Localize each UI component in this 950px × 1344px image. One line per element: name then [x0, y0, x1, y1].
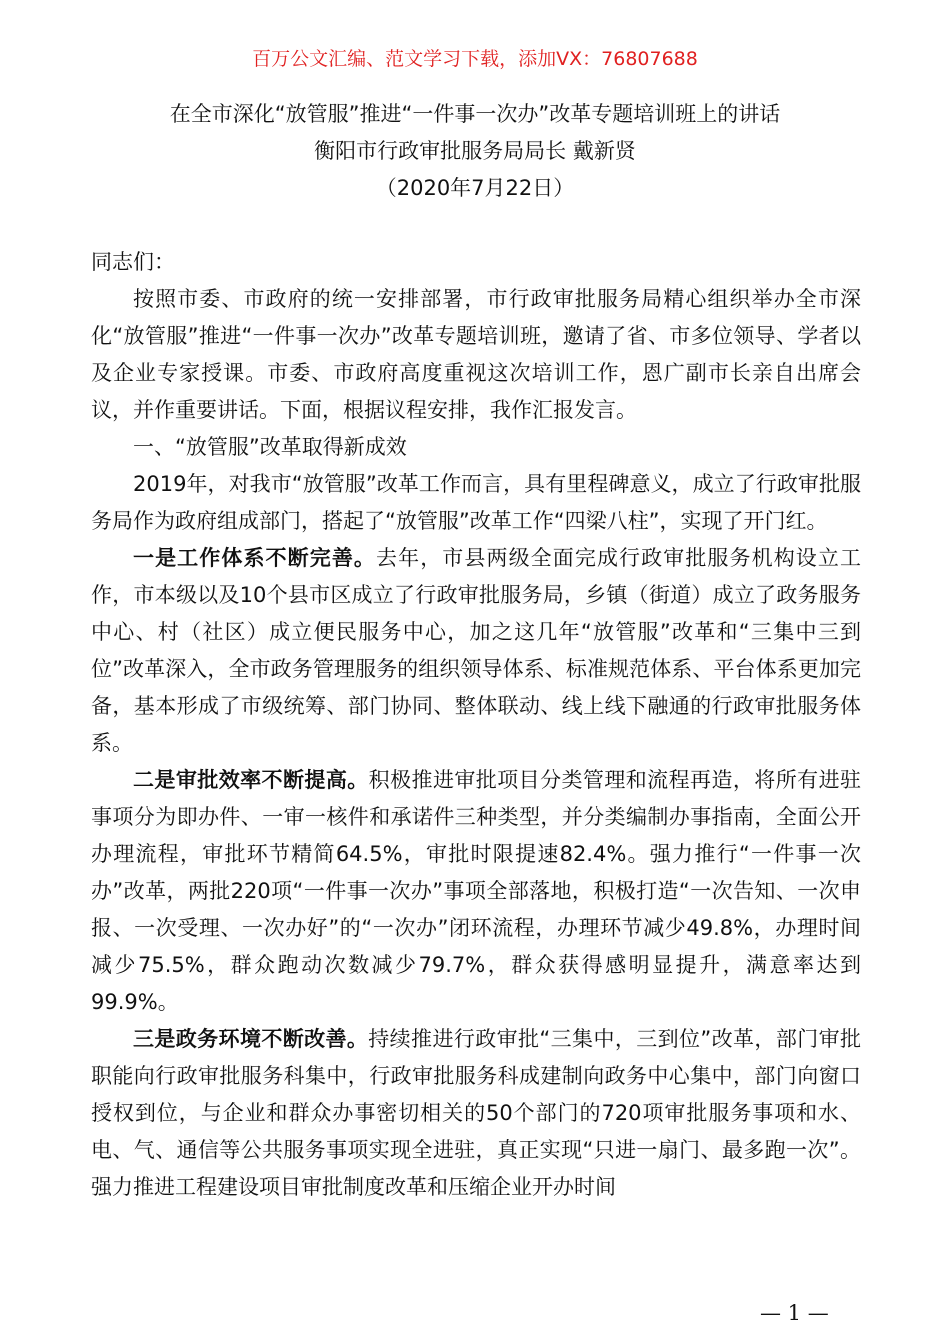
summary-paragraph: 2019年，对我市“放管服”改革工作而言，具有里程碑意义，成立了行政审批服务局作为政府组成部门，搭起了“放管服”改革工作“四梁八柱”，实现了开门红。 — [91, 472, 861, 533]
point-lead-2: 二是审批效率不断提高。 — [133, 768, 369, 792]
point-paragraph-1 — [91, 540, 861, 762]
salutation: 同志们： — [91, 250, 175, 274]
point-text-2: 积极推进审批项目分类管理和流程再造，将所有进驻事项分为即办件、一审一核件和承诺件三种类型，并分类编制办事指南，全面公开办理流程，审批环节精简64.5%，审批时限提速82.4%。强力推行“一件事一次办”改革，两批220项“一件事一次办”事项全部落地，积极打造“一次告知、一次申报、一次受理、一次办好”的“一次办”闭环流程，办理环节减少49.8%，办理时间减少75.5%，群众跑动次数减少79.7%，群众获得感明显提升，满意率达到99.9%。 — [91, 768, 862, 1014]
speech-date: （2020年7月22日） — [375, 176, 575, 200]
speech-title: 在全市深化“放管服”推进“一件事一次办”改革专题培训班上的讲话 — [169, 102, 781, 126]
page-number: — 1 — — [760, 1301, 829, 1325]
speech-body — [91, 244, 861, 1206]
point-lead-3: 三是政务环境不断改善。 — [133, 1027, 369, 1051]
point-lead-1: 一是工作体系不断完善。 — [133, 546, 377, 570]
speech-author: 衡阳市行政审批服务局局长 戴新贤 — [314, 139, 636, 163]
watermark-banner: 百万公文汇编、范文学习下载，添加VX：76807688 — [252, 48, 698, 70]
intro-paragraph: 按照市委、市政府的统一安排部署，市行政审批服务局精心组织举办全市深化“放管服”推进“一件事一次办”改革专题培训班，邀请了省、市多位领导、学者以及企业专家授课。市委、市政府高度重视这次培训工作，恩广副市长亲自出席会议，并作重要讲话。下面，根据议程安排，我作汇报发言。 — [91, 287, 861, 422]
point-paragraph-3 — [91, 1021, 861, 1206]
point-paragraph-2 — [91, 762, 861, 1021]
section-heading: 一、“放管服”改革取得新成效 — [133, 435, 407, 459]
point-text-3: 持续推进行政审批“三集中，三到位”改革，部门审批职能向行政审批服务科集中，行政审批服务科成建制向政务中心集中，部门向窗口授权到位，与企业和群众办事密切相关的50个部门的720项审批服务事项和水、电、气、通信等公共服务事项实现全进驻，真正实现“只进一扇门、最多跑一次”。强力推进工程建设项目审批制度改革和压缩企业开办时间 — [91, 1027, 861, 1199]
point-text-1: 去年，市县两级全面完成行政审批服务机构设立工作，市本级以及10个县市区成立了行政审批服务局，乡镇（街道）成立了政务服务中心、村（社区）成立便民服务中心，加之这几年“放管服”改革和“三集中三到位”改革深入，全市政务管理服务的组织领导体系、标准规范体系、平台体系更加完备，基本形成了市级统筹、部门协同、整体联动、线上线下融通的行政审批服务体系。 — [91, 546, 861, 755]
